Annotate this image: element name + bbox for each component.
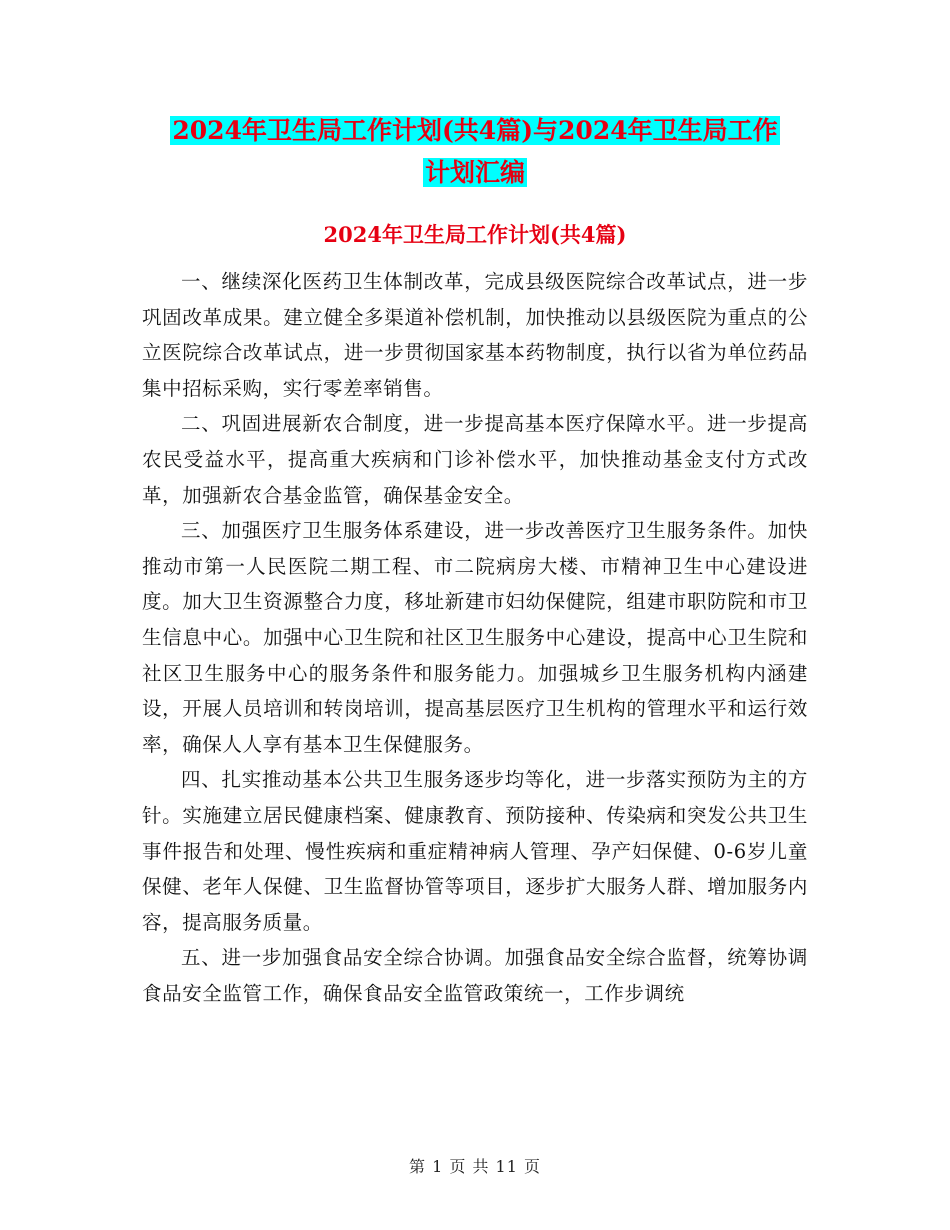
document-title-line-2: 计划汇编 xyxy=(424,158,525,187)
page-footer: 第 1 页 共 11 页 xyxy=(409,1157,541,1176)
paragraph-3: 三、加强医疗卫生服务体系建设，进一步改善医疗卫生服务条件。加快推动市第一人民医院二期工程、市二院病房大楼、市精神卫生中心建设进度。加大卫生资源整合力度，移址新建市妇幼保健院，组建市职防院和市卫生信息中心。加强中心卫生院和社区卫生服务中心建设，提高中心卫生院和社区卫生服务中心的服务条件和服务能力。加强城乡卫生服务机构内涵建设，开展人员培训和转岗培训，提高基层医疗卫生机构的管理水平和运行效率，确保人人享有基本卫生保健服务。 xyxy=(142,519,808,756)
paragraph-2: 二、巩固进展新农合制度，进一步提高基本医疗保障水平。进一步提高农民受益水平，提高重大疾病和门诊补偿水平，加快推动基金支付方式改革，加强新农合基金监管，确保基金安全。 xyxy=(142,412,808,507)
paragraph-1: 一、继续深化医药卫生体制改革，完成县级医院综合改革试点，进一步巩固改革成果。建立健全多渠道补偿机制，加快推动以县级医院为重点的公立医院综合改革试点，进一步贯彻国家基本药物制度，执行以省为单位药品集中招标采购，实行零差率销售。 xyxy=(142,270,808,400)
document-title-line-1: 2024年卫生局工作计划(共4篇)与2024年卫生局工作 xyxy=(172,116,778,145)
paragraph-5: 五、进一步加强食品安全综合协调。加强食品安全综合监督，统筹协调食品安全监管工作，确保食品安全监管政策统一，工作步调统 xyxy=(142,946,808,1005)
document-body xyxy=(142,264,808,1011)
paragraph-4: 四、扎实推动基本公共卫生服务逐步均等化，进一步落实预防为主的方针。实施建立居民健康档案、健康教育、预防接种、传染病和突发公共卫生事件报告和处理、慢性疾病和重症精神病人管理、孕产妇保健、0-6岁儿童保健、老年人保健、卫生监督协管等项目，逐步扩大服务人群、增加服务内容，提高服务质量。 xyxy=(142,768,808,934)
section-title: 2024年卫生局工作计划(共4篇) xyxy=(323,222,627,247)
document-title xyxy=(0,110,950,194)
